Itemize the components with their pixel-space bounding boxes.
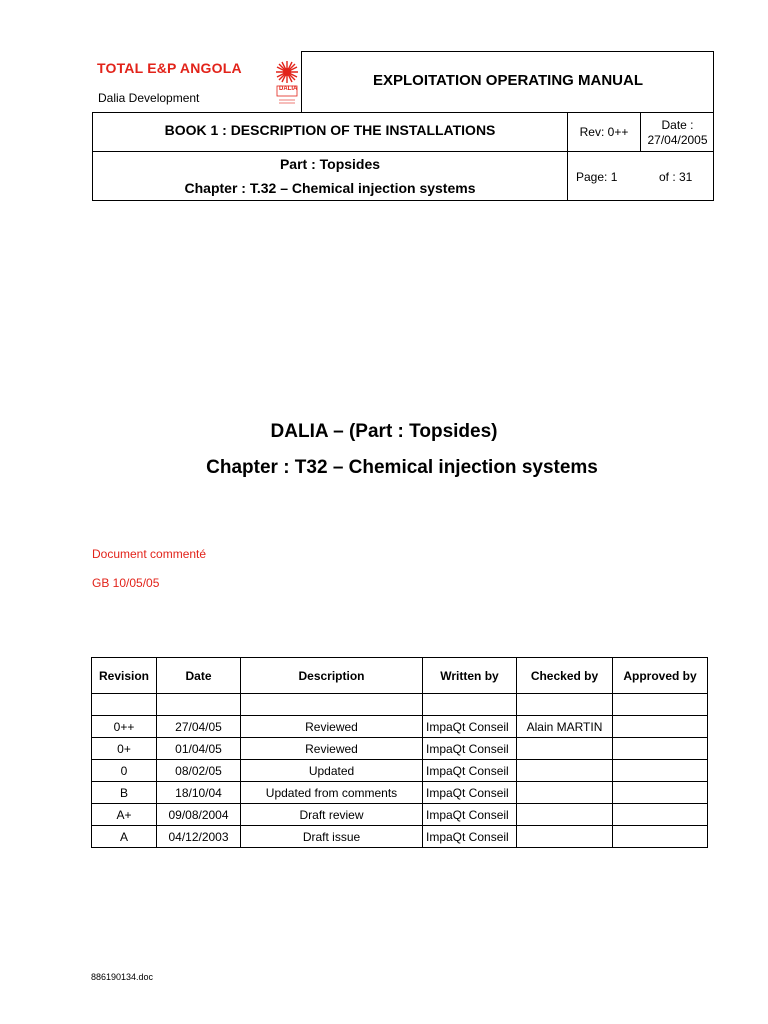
column-header: Approved by <box>613 658 708 694</box>
table-cell <box>613 782 708 804</box>
document-subtitle: Chapter : T32 – Chemical injection systems <box>206 457 598 478</box>
column-header: Date <box>157 658 241 694</box>
table-cell: Draft issue <box>241 826 423 848</box>
column-header: Description <box>241 658 423 694</box>
table-cell: ImpaQt Conseil <box>423 738 517 760</box>
table-row <box>92 694 708 716</box>
document-title: DALIA – (Part : Topsides) <box>270 421 498 442</box>
table-cell <box>517 760 613 782</box>
table-cell: Reviewed <box>241 716 423 738</box>
table-cell: Updated <box>241 760 423 782</box>
table-cell: ImpaQt Conseil <box>423 782 517 804</box>
table-cell <box>92 694 157 716</box>
logo-mark-text: DALIA <box>279 86 298 92</box>
table-cell: ImpaQt Conseil <box>423 716 517 738</box>
date-label: Date : <box>661 118 694 132</box>
table-cell <box>157 694 241 716</box>
table-cell <box>517 804 613 826</box>
table-row <box>92 826 708 848</box>
table-cell: 08/02/05 <box>157 760 241 782</box>
table-cell: 0 <box>92 760 157 782</box>
company-logo <box>95 56 299 110</box>
table-cell <box>517 826 613 848</box>
table-cell <box>517 782 613 804</box>
table-row <box>92 716 708 738</box>
table-cell: B <box>92 782 157 804</box>
date-value: 27/04/2005 <box>647 133 708 147</box>
table-cell: 04/12/2003 <box>157 826 241 848</box>
date-cell <box>641 118 714 148</box>
dalia-logo-icon <box>273 58 301 106</box>
table-row <box>92 738 708 760</box>
table-cell <box>613 826 708 848</box>
table-cell: ImpaQt Conseil <box>423 760 517 782</box>
book-title: BOOK 1 : DESCRIPTION OF THE INSTALLATIONS <box>164 122 496 138</box>
revision-table <box>91 657 708 848</box>
table-cell: Updated from comments <box>241 782 423 804</box>
table-cell: A <box>92 826 157 848</box>
manual-title: EXPLOITATION OPERATING MANUAL <box>373 72 643 89</box>
table-cell <box>613 694 708 716</box>
table-cell <box>613 804 708 826</box>
table-cell: 09/08/2004 <box>157 804 241 826</box>
table-cell: ImpaQt Conseil <box>423 804 517 826</box>
table-row <box>92 760 708 782</box>
table-cell: 0++ <box>92 716 157 738</box>
column-header: Checked by <box>517 658 613 694</box>
page-number: Page: 1 <box>576 170 618 184</box>
footer-filename: 886190134.doc <box>91 972 154 982</box>
part-title: Part : Topsides <box>279 156 381 172</box>
table-header-row <box>92 658 708 694</box>
company-name: TOTAL E&P ANGOLA <box>97 60 242 76</box>
table-cell <box>517 738 613 760</box>
table-cell <box>423 694 517 716</box>
table-cell: 18/10/04 <box>157 782 241 804</box>
table-cell <box>613 760 708 782</box>
table-cell <box>241 694 423 716</box>
table-cell: 01/04/05 <box>157 738 241 760</box>
table-row <box>92 782 708 804</box>
column-header: Revision <box>92 658 157 694</box>
table-cell <box>517 694 613 716</box>
table-cell <box>613 716 708 738</box>
page-total: of : 31 <box>659 170 693 184</box>
project-name: Dalia Development <box>98 91 200 105</box>
table-cell: Draft review <box>241 804 423 826</box>
table-cell: Reviewed <box>241 738 423 760</box>
comment-signature: GB 10/05/05 <box>92 576 160 590</box>
comment-note: Document commenté <box>92 547 207 561</box>
table-cell <box>613 738 708 760</box>
revision-label: Rev: 0++ <box>579 125 629 139</box>
table-cell: A+ <box>92 804 157 826</box>
table-cell: Alain MARTIN <box>517 716 613 738</box>
column-header: Written by <box>423 658 517 694</box>
table-cell: 27/04/05 <box>157 716 241 738</box>
table-cell: 0+ <box>92 738 157 760</box>
table-row <box>92 804 708 826</box>
chapter-title: Chapter : T.32 – Chemical injection systems <box>184 180 476 196</box>
table-cell: ImpaQt Conseil <box>423 826 517 848</box>
